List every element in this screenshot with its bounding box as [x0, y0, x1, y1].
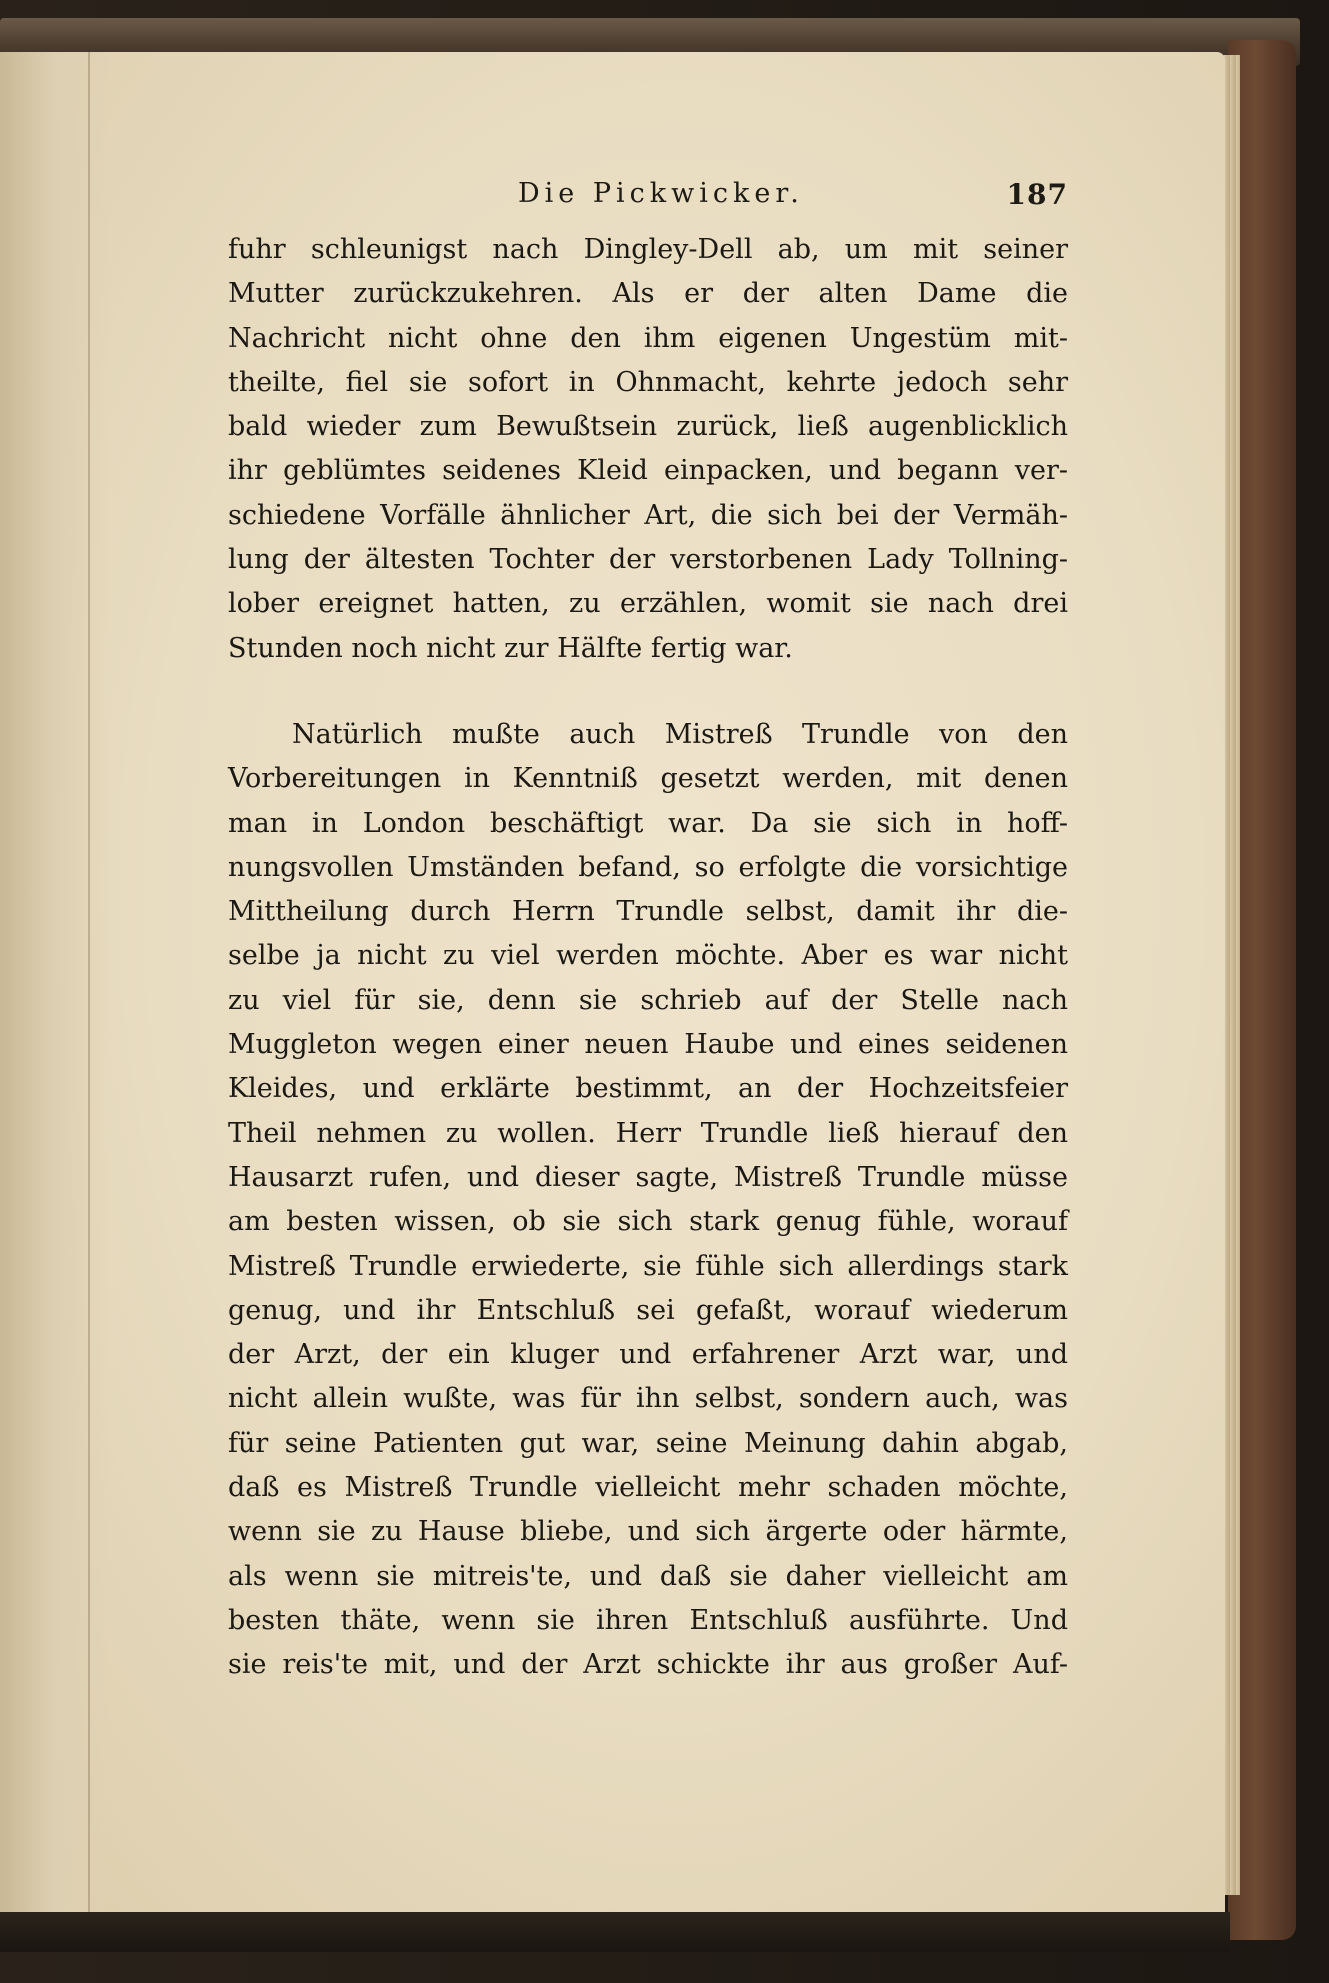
text-line: Hausarzt rufen, und dieser sagte, Mistreß Trundle müsse [228, 1161, 1068, 1193]
text-line: für seine Patienten gut war, seine Meinung dahin abgab, [228, 1427, 1068, 1459]
text-line: Stunden noch nicht zur Hälfte fertig war. [228, 632, 793, 664]
text-line: schiedene Vorfälle ähnlicher Art, die sich bei der Vermäh- [228, 499, 1068, 531]
text-line: Mistreß Trundle erwiederte, sie fühle sich allerdings stark [228, 1250, 1068, 1282]
text-line: Nachricht nicht ohne den ihm eigenen Ungestüm mit- [228, 322, 1068, 354]
text-line: Mittheilung durch Herrn Trundle selbst, damit ihr die- [228, 896, 1068, 928]
text-line: als wenn sie mitreis'te, und daß sie daher vielleicht am [228, 1560, 1068, 1592]
text-line: Mutter zurückzukehren. Als er der alten Dame die [228, 278, 1068, 310]
text-line: Muggleton wegen einer neuen Haube und eines seidenen [228, 1029, 1068, 1061]
text-line: der Arzt, der ein kluger und erfahrener Arzt war, und [228, 1339, 1068, 1371]
paragraph-gap [228, 671, 1068, 713]
text-line: sie reis'te mit, und der Arzt schickte ihr aus großer Auf- [228, 1649, 1068, 1681]
text-line: Natürlich mußte auch Mistreß Trundle von den [292, 718, 1068, 750]
running-title: Die Pickwicker. [518, 178, 804, 209]
text-line: bald wieder zum Bewußtsein zurück, ließ augenblicklich [228, 411, 1068, 443]
text-line: ihr geblümtes seidenes Kleid einpacken, und begann ver- [228, 455, 1068, 487]
text-line: theilte, fiel sie sofort in Ohnmacht, kehrte jedoch sehr [228, 366, 1068, 398]
text-line: besten thäte, wenn sie ihren Entschluß ausführte. Und [228, 1604, 1068, 1636]
running-header [228, 178, 1068, 218]
text-line: nungsvollen Umständen befand, so erfolgte die vorsichtige [228, 851, 1068, 883]
text-line: nicht allein wußte, was für ihn selbst, sondern auch, was [228, 1383, 1068, 1415]
text-line: lung der ältesten Tochter der verstorbenen Lady Tollning- [228, 544, 1068, 576]
text-line: genug, und ihr Entschluß sei gefaßt, worauf wiederum [228, 1294, 1068, 1326]
body-text [228, 228, 1068, 1688]
text-line: man in London beschäftigt war. Da sie sich in hoff- [228, 807, 1068, 839]
text-line: Vorbereitungen in Kenntniß gesetzt werden, mit denen [228, 763, 1068, 795]
page-number: 187 [1006, 178, 1068, 211]
text-line: daß es Mistreß Trundle vielleicht mehr schaden möchte, [228, 1472, 1068, 1504]
paragraph [228, 713, 1068, 1688]
page-gutter [0, 52, 110, 1914]
text-line: zu viel für sie, denn sie schrieb auf der Stelle nach [228, 984, 1068, 1016]
text-line: lober ereignet hatten, zu erzählen, womit sie nach drei [228, 588, 1068, 620]
text-line: Theil nehmen zu wollen. Herr Trundle ließ hierauf den [228, 1117, 1068, 1149]
text-line: Kleides, und erklärte bestimmt, an der Hochzeitsfeier [228, 1073, 1068, 1105]
text-line: selbe ja nicht zu viel werden möchte. Aber es war nicht [228, 940, 1068, 972]
book-bottom-edge [0, 1912, 1230, 1952]
text-line: am besten wissen, ob sie sich stark genug fühle, worauf [228, 1206, 1068, 1238]
paragraph [228, 228, 1068, 671]
text-line: wenn sie zu Hause bliebe, und sich ärgerte oder härmte, [228, 1516, 1068, 1548]
text-line: fuhr schleunigst nach Dingley-Dell ab, um mit seiner [228, 234, 1068, 265]
page-fold-line [88, 52, 90, 1914]
